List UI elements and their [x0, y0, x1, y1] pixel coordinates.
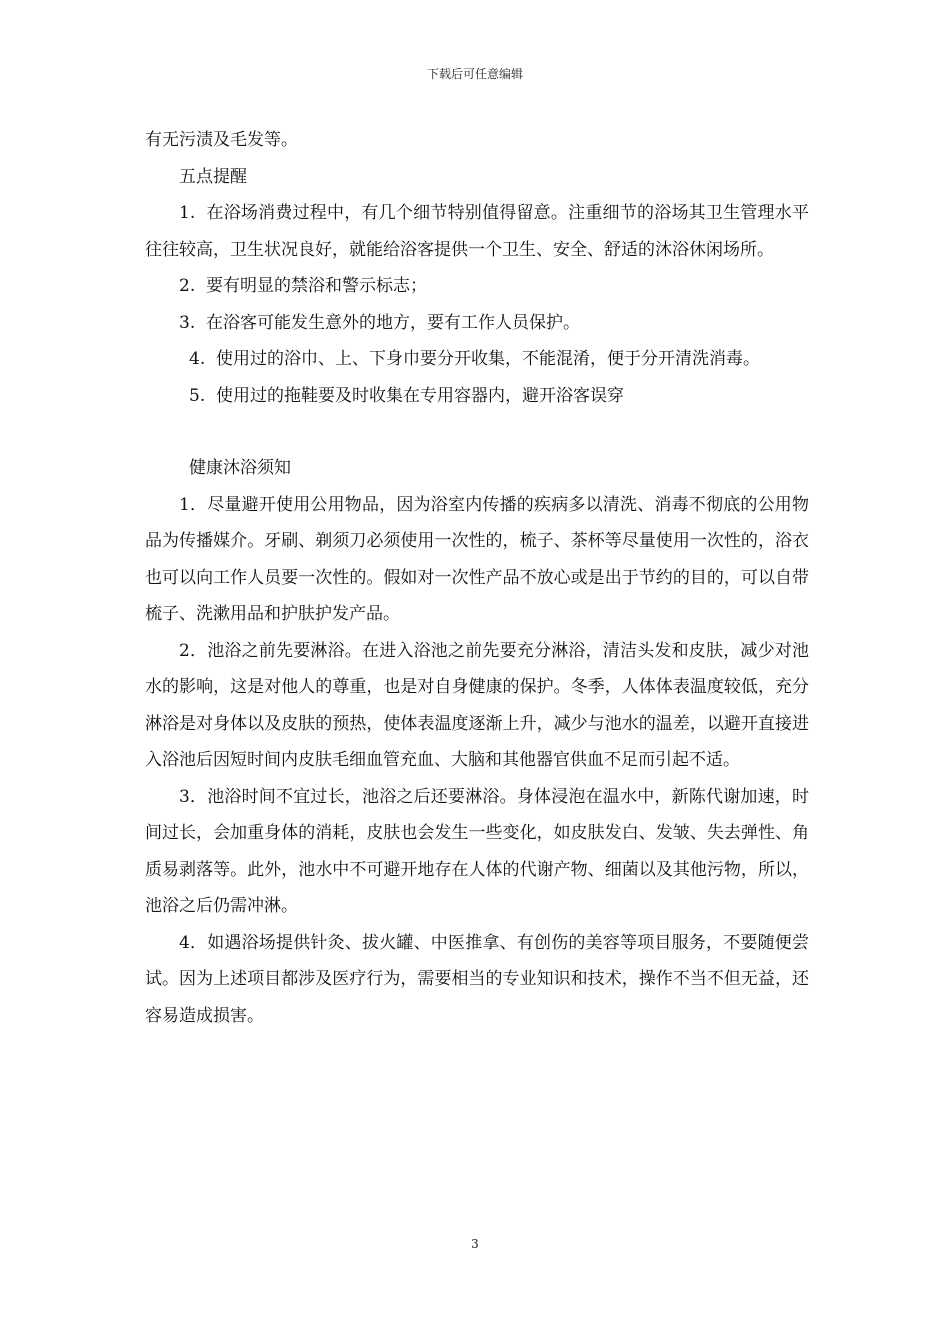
section-title-reminders: 五点提醒 — [179, 166, 247, 187]
reminder-item-4: 4. 使用过的浴巾、上、下身巾要分开收集，不能混淆，便于分开清洗消毒。 — [189, 349, 761, 369]
section-title-health-notice: 健康沐浴须知 — [189, 458, 291, 478]
page-number: 3 — [471, 1237, 479, 1251]
document-body — [145, 122, 809, 1034]
reminder-item-5: 5. 使用过的拖鞋要及时收集在专用容器内，避开浴客误穿 — [189, 385, 625, 406]
notice-item-1: 1．尽量避开使用公用物品，因为浴室内传播的疾病多以清洗、消毒不彻底的公用物品为传播媒介。牙刷、剃须刀必须使用一次性的，梳子、茶杯等尽量使用一次性的，浴衣也可以向工作人员要一次性的。假如对一次性产品不放心或是出于节约的目的，可以自带梳子、洗漱用品和护肤护发产品。 — [145, 494, 809, 624]
notice-item-2: 2．池浴之前先要淋浴。在进入浴池之前先要充分淋浴，清洁头发和皮肤，减少对池水的影响，这是对他人的尊重，也是对自身健康的保护。冬季，人体体表温度较低，充分淋浴是对身体以及皮肤的预热，使体表温度逐渐上升，减少与池水的温差，以避开直接进入浴池后因短时间内皮肤毛细血管充血、大脑和其他器官供血不足而引起不适。 — [145, 640, 809, 770]
blank-line — [145, 414, 809, 450]
page-header: 下载后可任意编辑 — [426, 67, 523, 81]
reminder-item-2: 2. 要有明显的禁浴和警示标志； — [179, 276, 428, 296]
notice-item-3: 3．池浴时间不宜过长，池浴之后还要淋浴。身体浸泡在温水中，新陈代谢加速，时间过长，会加重身体的消耗，皮肤也会发生一些变化，如皮肤发白、发皱、失去弹性、角质易剥落等。此外，池水中不可避开地存在人体的代谢产物、细菌以及其他污物，所以，池浴之后仍需冲淋。 — [145, 786, 809, 916]
reminder-item-1: 1. 在浴场消费过程中，有几个细节特别值得留意。注重细节的浴场其卫生管理水平往往较高，卫生状况良好，就能给浴客提供一个卫生、安全、舒适的沐浴休闲场所。 — [145, 203, 809, 260]
reminder-item-3: 3. 在浴客可能发生意外的地方，要有工作人员保护。 — [179, 312, 581, 333]
paragraph-continuation: 有无污渍及毛发等。 — [145, 130, 298, 150]
notice-item-4: 4．如遇浴场提供针灸、拔火罐、中医推拿、有创伤的美容等项目服务，不要随便尝试。因为上述项目都涉及医疗行为，需要相当的专业知识和技术，操作不当不但无益，还容易造成损害。 — [145, 932, 809, 1026]
